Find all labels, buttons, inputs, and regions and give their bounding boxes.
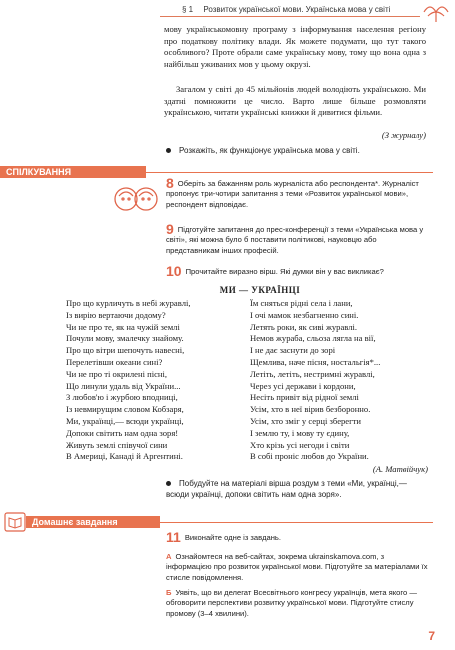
poem-line: Летять роки, як сиві журавлі. bbox=[250, 321, 358, 332]
poem-line: Чи не про те, як на чужій землі bbox=[66, 321, 180, 332]
poem-line: Про що курличуть в небі журавлі, bbox=[66, 298, 191, 308]
poem-column-left bbox=[66, 298, 246, 463]
poem-line: Несіть привіт від рідної землі bbox=[250, 392, 359, 403]
source-note: (З журналу) bbox=[381, 130, 426, 140]
poem-line: Їм сняться рідні села і лани, bbox=[250, 298, 353, 308]
poem-author: (А. Матвійчук) bbox=[372, 464, 428, 474]
task-bullet bbox=[166, 145, 428, 156]
poem-line: І землю ту, і мову ту єдину, bbox=[250, 427, 350, 438]
bullet-icon bbox=[166, 148, 171, 153]
poem-line: Немов жураба, сльоза лягла на вії, bbox=[250, 333, 376, 344]
exercise-8 bbox=[166, 175, 428, 210]
poem-line: Із невмирущим словом Кобзаря, bbox=[66, 404, 184, 415]
page-number: 7 bbox=[428, 629, 435, 643]
dialogue-faces-icon bbox=[112, 184, 160, 214]
exercise-9 bbox=[166, 221, 428, 256]
section-title-communication: СПІЛКУВАННЯ bbox=[0, 166, 146, 178]
poem-line: З любов'ю і журбою вподниці, bbox=[66, 392, 178, 403]
section-divider bbox=[140, 172, 433, 173]
task-text: Розкажіть, як функціонує українська мова у світі. bbox=[179, 146, 360, 155]
poem-title: МИ — УКРАЇНЦІ bbox=[219, 285, 301, 295]
poem-task-bullet bbox=[166, 478, 428, 500]
exercise-text: Виконайте одне із завдань. bbox=[184, 533, 281, 542]
exercise-11 bbox=[166, 529, 428, 545]
poem-line: Почули мову, змалечку знайому. bbox=[66, 333, 184, 344]
exercise-text: Прочитайте виразно вірш. Які думки він у вас викликає? bbox=[185, 267, 384, 276]
option-text: Уявіть, що ви делегат Всесвітнього конгресу українців, мета якого — обговорити перспективи розвитку української мови. Підготуйте стислу промову (3–4 хвилини). bbox=[166, 588, 417, 618]
exercise-number: 8 bbox=[166, 175, 174, 191]
poem-line: Усім, хто зміг у серці зберегти bbox=[250, 415, 362, 426]
option-letter: Б bbox=[166, 588, 172, 597]
poem-line: Про що вітри шепочуть навесні, bbox=[66, 345, 185, 356]
poem-line: І не дає заснути до зорі bbox=[250, 345, 336, 356]
poem-line: І очі мамок незбагненно сині. bbox=[250, 309, 359, 320]
option-letter: А bbox=[166, 552, 172, 561]
running-header bbox=[160, 4, 420, 17]
poem-line: В Америці, Канаді й Аргентині. bbox=[66, 451, 183, 462]
exercise-number: 9 bbox=[166, 221, 174, 237]
exercise-11-option-b bbox=[166, 588, 428, 619]
flower-decoration-icon bbox=[420, 0, 452, 22]
poem-line: Що линули удаль від України... bbox=[66, 380, 181, 391]
exercise-text: Оберіть за бажанням роль журналіста або респондента*. Журналіст пропонує три-чотири запитання з теми «Розвиток української мови», респондент відповідає. bbox=[166, 179, 419, 209]
section-number: § 1 bbox=[182, 5, 194, 14]
exercise-11-option-a bbox=[166, 552, 428, 583]
poem-line: Летіть, летіть, нестримні журавлі, bbox=[250, 368, 375, 379]
bullet-icon bbox=[166, 481, 171, 486]
poem-line: Із вирію вертаючи додому? bbox=[66, 309, 166, 320]
poem-line: Через усі держави і кордони, bbox=[250, 380, 356, 391]
poem-column-right bbox=[250, 298, 435, 463]
header-title: Розвиток української мови. Українська мова у світі bbox=[203, 5, 391, 14]
poem-line: Щемлива, наче пісня, ностальгія*... bbox=[250, 356, 381, 367]
poem-line: В собі проніс любов до України. bbox=[250, 451, 369, 462]
exercise-10 bbox=[166, 263, 428, 279]
poem-line: Усім, хто в неї вірив безборонно. bbox=[250, 404, 371, 415]
intro-paragraph-1: мову українськомовну програму з інформування населення регіону про податкову політику влади. Як можете подумати, що тут такого особливого? Проте обрали саме українську мову, тому що вона одна з найбільш уживаних мов у цьому окрузі. bbox=[164, 24, 426, 69]
poem-line: Живуть землі співучої сини bbox=[66, 439, 168, 450]
intro-paragraph-2: Загалом у світі до 45 мільйонів людей володіють українською. Ми здатні помножити це число. Варто лише більше розмовляти українською, читати українські книжки й дивитися фільми. bbox=[164, 84, 426, 118]
exercise-number: 10 bbox=[166, 263, 182, 279]
poem-line: Чи не про ті окрилені пісні, bbox=[66, 368, 168, 379]
section-divider bbox=[154, 522, 433, 523]
poem-task-text: Побудуйте на матеріалі вірша роздум з теми «Ми, українці,— всюди українці, допоки світить нам одна зоря». bbox=[166, 479, 407, 499]
section-title-homework: Домашнє завдання bbox=[26, 516, 160, 528]
exercise-number: 11 bbox=[166, 529, 181, 545]
poem-line: Хто крізь усі негоди і світи bbox=[250, 439, 350, 450]
book-icon bbox=[4, 512, 26, 532]
exercise-text: Підготуйте запитання до прес-конференції з теми «Українська мова у світі», які можна було б поставити політикові, науковцю або представникам інших професій. bbox=[166, 225, 424, 255]
option-text: Ознайомтеся на веб-сайтах, зокрема ukrainskamova.com, з інформацією про розвиток української мови. Підготуйте за матеріалами їх стисле повідомлення. bbox=[166, 552, 428, 582]
poem-line: Перелетівши океани сині? bbox=[66, 356, 163, 367]
poem-line: Допоки світить нам одна зоря! bbox=[66, 427, 179, 438]
poem-line: Ми, українці,— всюди українці, bbox=[66, 415, 184, 426]
